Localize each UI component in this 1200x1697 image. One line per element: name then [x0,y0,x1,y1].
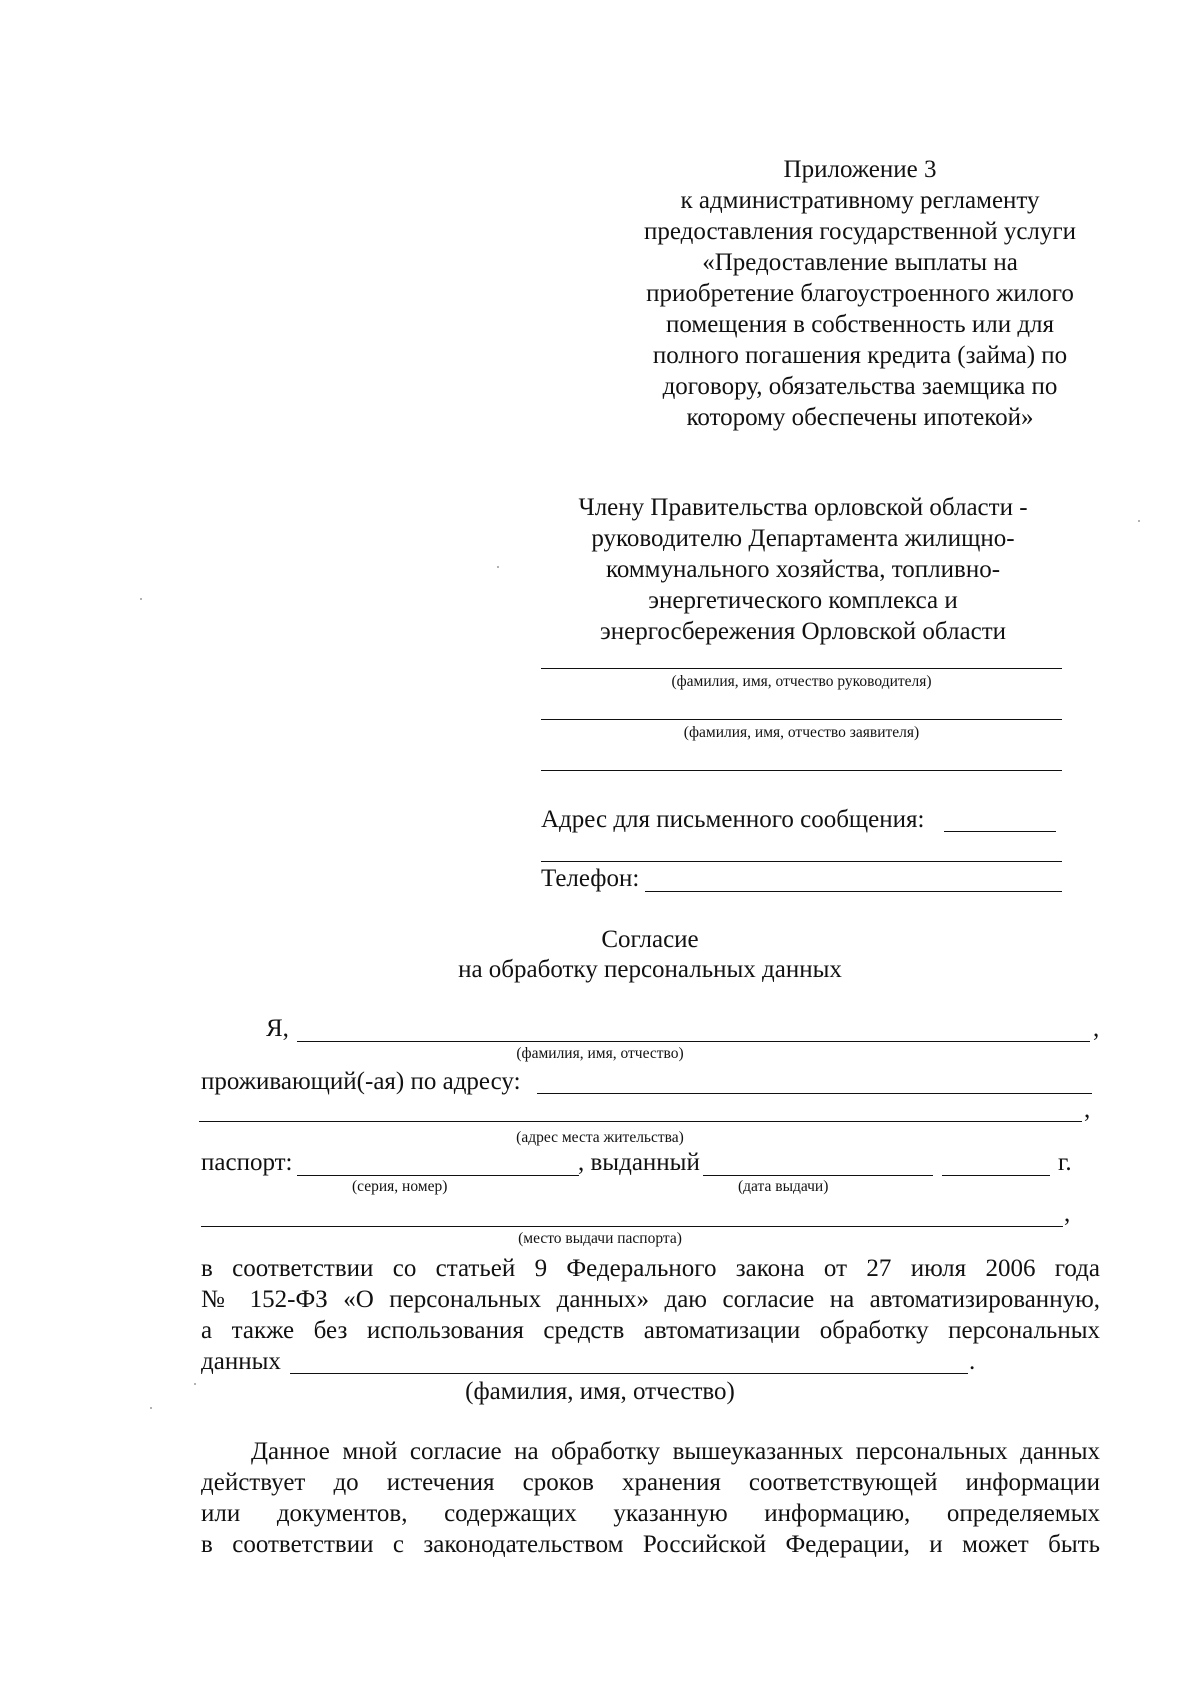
period: . [969,1348,976,1375]
consent-title: Согласие [601,926,699,953]
phone-label: Телефон: [541,865,640,892]
scan-speck [497,566,499,568]
consent-subtitle: на обработку персональных данных [458,956,842,983]
addressee-line: коммунального хозяйства, топливно- [605,556,1001,583]
residence-field-line-2[interactable] [199,1121,1082,1122]
paragraph-line: в соответствии со статьей 9 Федерального закона от 27 июля 2006 года [201,1255,1100,1282]
address-field-line-2[interactable] [541,861,1062,862]
paragraph-line: Данное мной согласие на обработку вышеуказанных персональных данных [251,1438,1100,1465]
year-suffix: г. [1058,1149,1072,1176]
i-label: Я, [266,1015,289,1042]
passport-label: паспорт: [201,1149,293,1176]
addressee-line: энергосбережения Орловской области [599,618,1007,645]
fio-caption-large: (фамилия, имя, отчество) [465,1378,735,1405]
appendix-line: которому обеспечены ипотекой» [686,404,1034,431]
appendix-line: договору, обязательства заемщика по [662,373,1058,400]
issued-label: , выданный [578,1149,700,1176]
head-name-line[interactable] [541,668,1062,669]
issue-date-caption: (дата выдачи) [738,1178,829,1195]
paragraph-line: № 152-ФЗ «О персональных данных» даю согласие на автоматизированную, [201,1286,1100,1313]
address-label: Адрес для письменного сообщения: [541,806,925,833]
appendix-line: «Предоставление выплаты на [702,249,1018,276]
paragraph-line: или документов, содержащих указанную информацию, определяемых [201,1500,1100,1527]
paragraph-line: действует до истечения сроков хранения соответствующей информации [201,1469,1100,1496]
head-name-caption: (фамилия, имя, отчество руководителя) [671,673,932,690]
appendix-header [600,154,1120,433]
issue-year-line[interactable] [942,1175,1050,1176]
appendix-line: полного погашения кредита (займа) по [652,342,1068,369]
address-field-line[interactable] [944,831,1056,832]
scan-speck [1138,520,1140,522]
addressee-line: руководителю Департамента жилищно- [591,525,1015,552]
addressee-line: энергетического комплекса и [648,587,958,614]
phone-field-line[interactable] [645,891,1062,892]
scan-speck [150,1407,152,1409]
series-caption: (серия, номер) [352,1178,448,1195]
comma: , [1064,1200,1071,1227]
addressee-block [520,492,1086,647]
addressee-line: Члену Правительства орловской области - [578,494,1028,521]
fio-field-line[interactable] [297,1041,1090,1042]
issue-place-caption: (место выдачи паспорта) [518,1230,682,1247]
paragraph-validity [201,1436,1100,1560]
passport-series-line[interactable] [297,1175,579,1176]
issue-place-line[interactable] [201,1226,1063,1227]
issue-date-line[interactable] [703,1175,933,1176]
scan-speck [194,1383,196,1385]
applicant-name-line-2[interactable] [541,770,1062,771]
appendix-line: предоставления государственной услуги [643,218,1077,245]
fio-caption: (фамилия, имя, отчество) [516,1045,684,1062]
data-owner-line[interactable] [290,1373,968,1374]
paragraph-consent [201,1253,1100,1346]
appendix-line: к административному регламенту [680,187,1040,214]
appendix-line: помещения в собственность или для [665,311,1055,338]
applicant-name-caption: (фамилия, имя, отчество заявителя) [683,724,920,741]
paragraph-line: а также без использования средств автоматизации обработку персональных [201,1317,1100,1344]
appendix-line: приобретение благоустроенного жилого [646,280,1074,307]
scan-speck [140,598,142,600]
residence-field-line[interactable] [537,1093,1092,1094]
appendix-line: Приложение 3 [783,156,937,183]
data-label: данных [201,1348,281,1375]
address-caption: (адрес места жительства) [516,1129,684,1146]
comma: , [1084,1096,1091,1123]
comma: , [1093,1015,1100,1042]
paragraph-line: в соответствии с законодательством Российской Федерации, и может быть [201,1531,1100,1558]
residing-label: проживающий(-ая) по адресу: [201,1068,521,1095]
applicant-name-line[interactable] [541,719,1062,720]
